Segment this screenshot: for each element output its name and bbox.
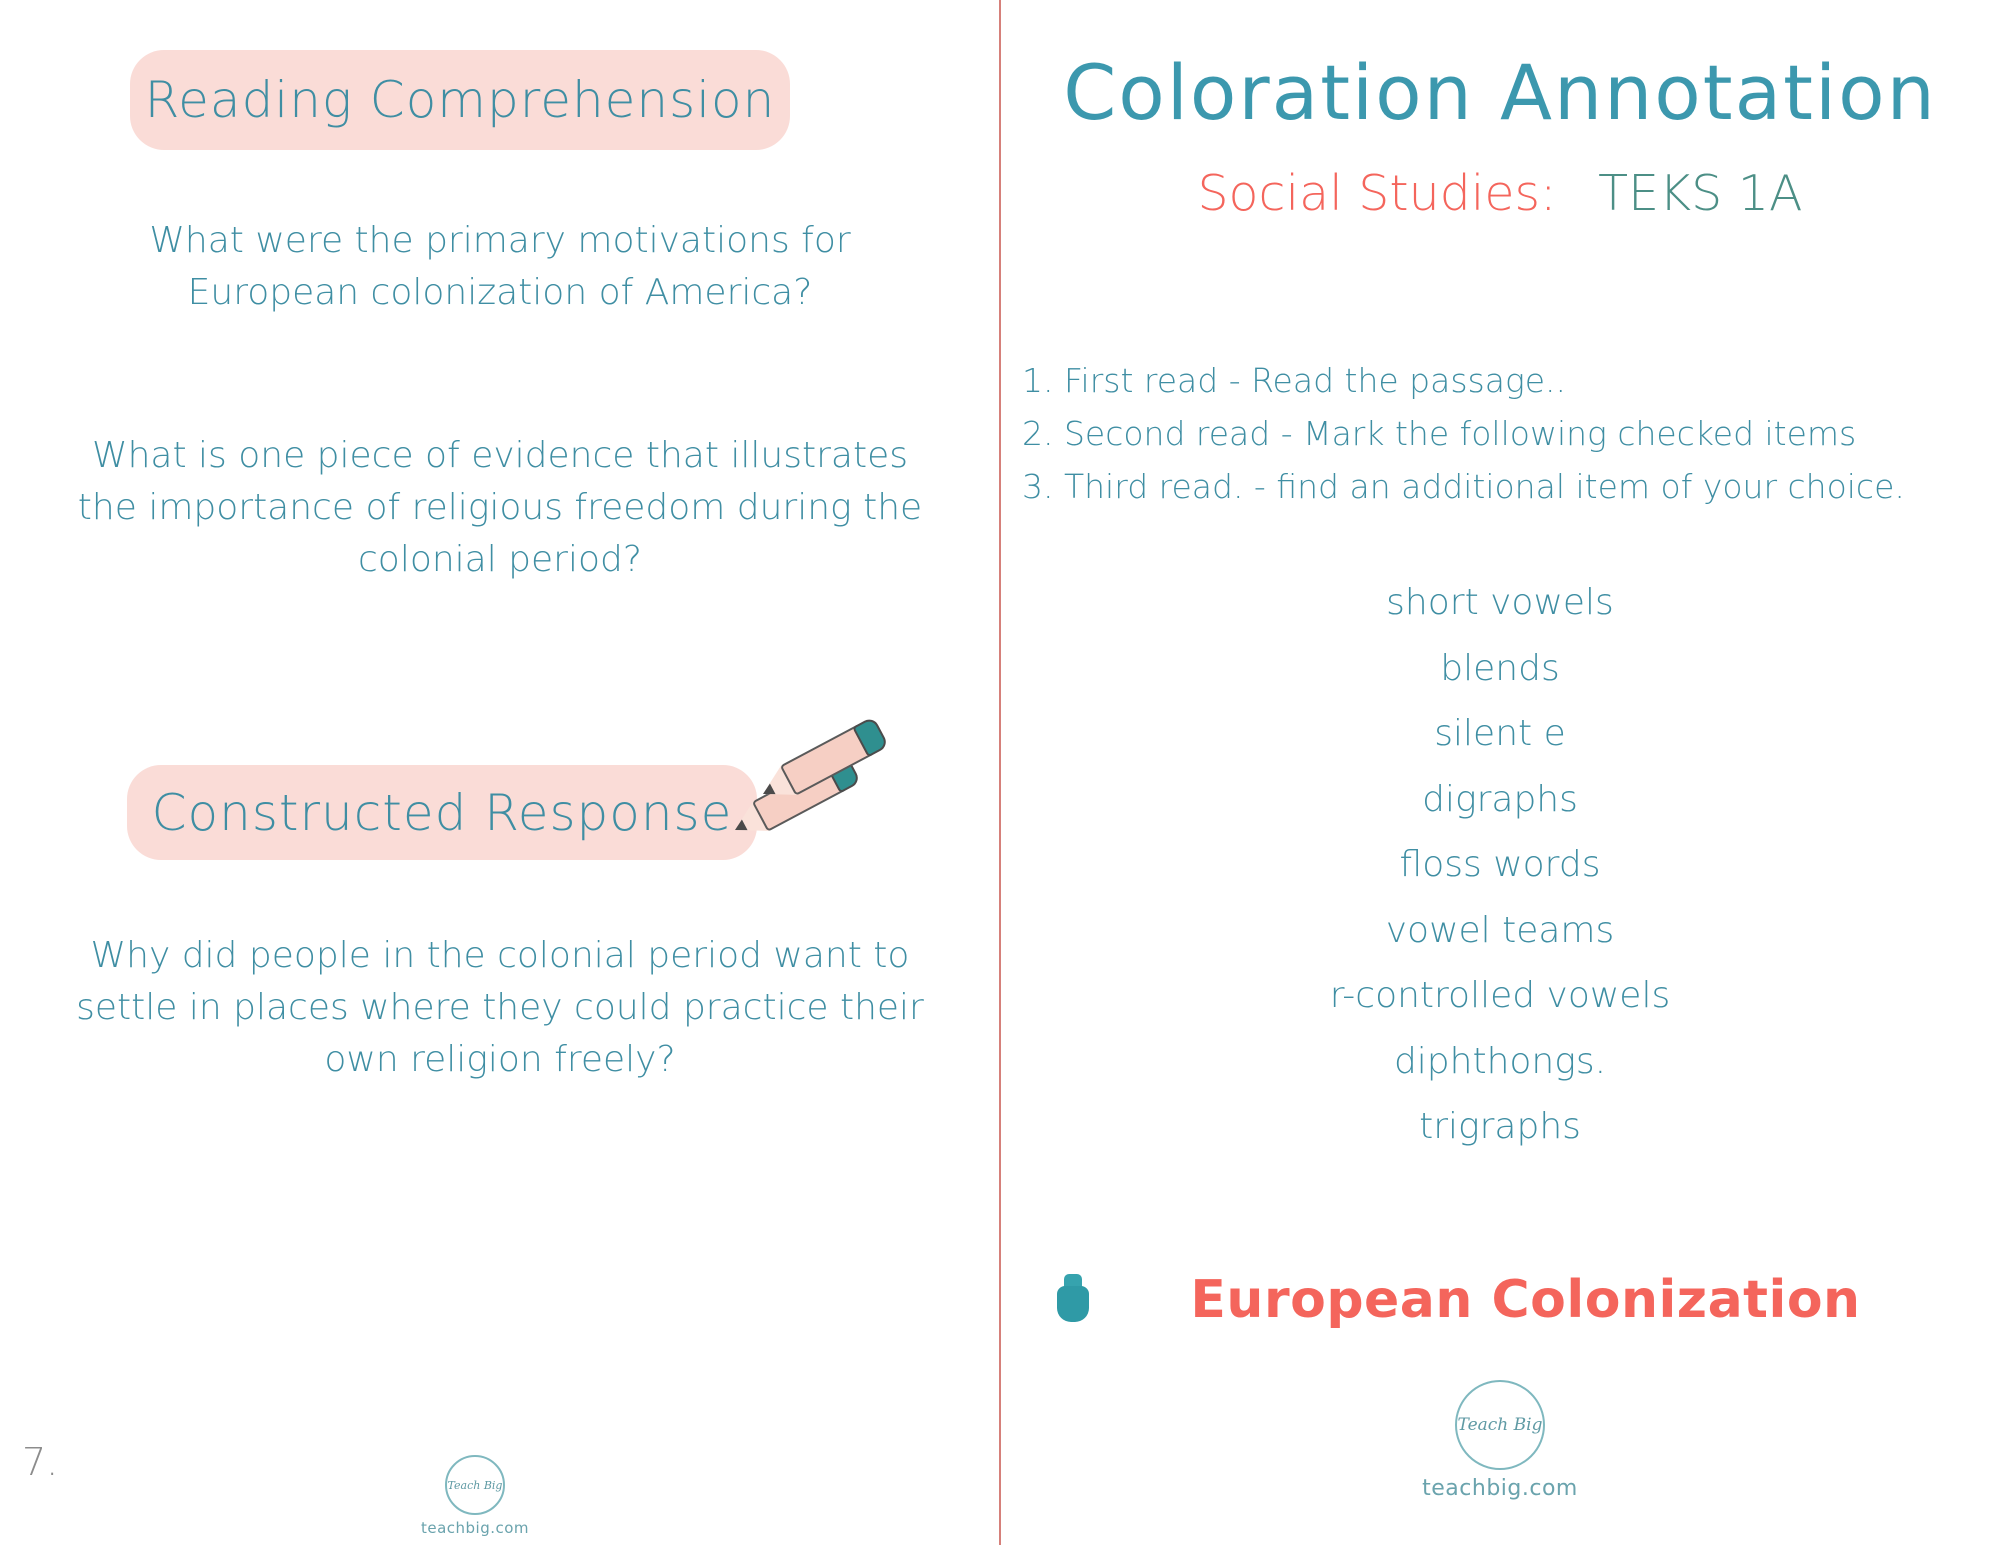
logo-mark-text: Teach Big [1457, 1415, 1543, 1435]
comprehension-question-2: What is one piece of evidence that illustrates the importance of religious freedom during the colonial period? [77, 435, 923, 581]
instruction-step: 1. First read - Read the passage.. [1022, 361, 1567, 400]
brand-logo [1420, 1380, 1580, 1501]
right-page [1000, 0, 2000, 1545]
constructed-response-question: Why did people in the colonial period want to settle in places where they could practice their own religion freely? [76, 935, 924, 1081]
subject-label: Social Studies: [1197, 165, 1557, 222]
constructed-response-header [127, 765, 757, 860]
constructed-response-label: Constructed Response [151, 783, 733, 842]
skill-item: silent e [1434, 713, 1566, 755]
instruction-steps [1022, 355, 1982, 513]
skill-item: digraphs [1422, 778, 1578, 820]
pencils-icon [735, 755, 875, 865]
instruction-step: 2. Second read - Mark the following checked items [1022, 413, 1857, 453]
skill-item: short vowels [1386, 582, 1614, 623]
page-number: 7. [22, 1440, 59, 1484]
comprehension-question-1: What were the primary motivations for European colonization of America? [149, 220, 851, 314]
reading-comprehension-header [130, 50, 790, 150]
logo-mark-text: Teach Big [447, 1478, 503, 1492]
page-title: Coloration Annotation [1063, 48, 1937, 137]
standard-label: TEKS 1A [1598, 165, 1803, 222]
topic-title: European Colonization [1190, 1270, 1861, 1330]
brand-logo [395, 1455, 555, 1537]
skill-item: trigraphs [1419, 1106, 1581, 1148]
skills-list [1000, 570, 2000, 1160]
skill-item: blends [1440, 647, 1560, 689]
subject-row [1000, 165, 2000, 222]
marker-icon [1055, 1274, 1091, 1326]
instruction-step: 3. Third read. - find an additional item of your choice. [1022, 466, 1905, 506]
logo-url: teachbig.com [1422, 1476, 1578, 1501]
logo-url: teachbig.com [420, 1519, 530, 1537]
logo-circle-icon [1455, 1380, 1545, 1470]
reading-comprehension-label: Reading Comprehension [144, 71, 776, 129]
skill-item: r-controlled vowels [1329, 975, 1671, 1017]
skill-item: floss words [1399, 844, 1601, 886]
skill-item: diphthongs. [1393, 1040, 1607, 1082]
logo-circle-icon [445, 1455, 505, 1515]
topic-row [1000, 1270, 2000, 1330]
skill-item: vowel teams [1385, 909, 1615, 951]
